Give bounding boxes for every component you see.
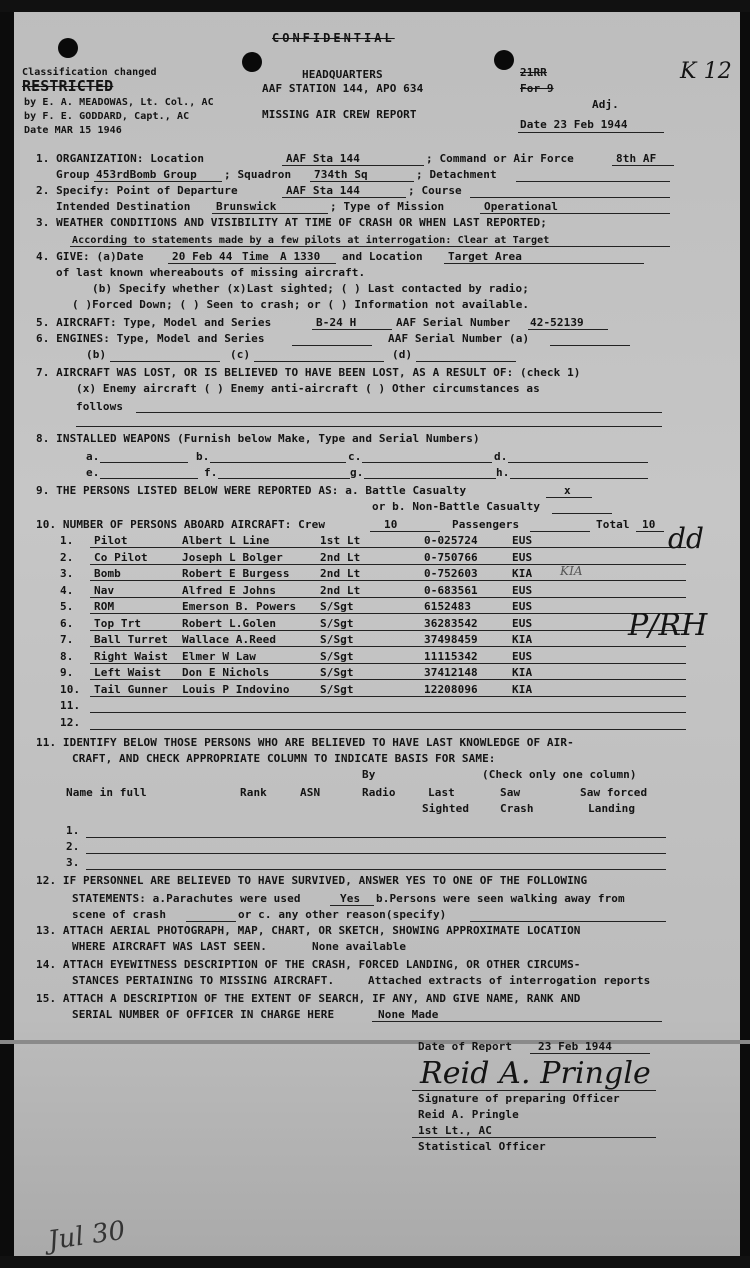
header-right-3: Adj. — [592, 98, 619, 111]
crew-row-number: 3. — [60, 567, 74, 580]
item13-label: 13. ATTACH AERIAL PHOTOGRAPH, MAP, CHART, OR SKETCH, SHOWING APPROXIMATE LOCATION — [36, 924, 581, 937]
col-name: Name in full — [66, 786, 147, 799]
crew-asn: 36283542 — [424, 617, 478, 630]
crew-row-number: 4. — [60, 584, 74, 597]
crew-rank: S/Sgt — [320, 617, 354, 630]
item11-row-number: 3. — [66, 856, 80, 869]
item4-date: 20 Feb 44 — [172, 250, 233, 263]
item1-label: 1. ORGANIZATION: Location — [36, 152, 205, 165]
col-forced: Saw forced — [580, 786, 648, 799]
underline — [552, 513, 612, 514]
crew-status: KIA — [512, 567, 533, 580]
crew-name: Alfred E Johns — [182, 584, 277, 597]
underline — [546, 497, 592, 498]
header-right-2: For 9 — [520, 82, 554, 95]
crew-rank: S/Sgt — [320, 666, 354, 679]
crew-position: Co Pilot — [94, 551, 148, 564]
underline — [94, 181, 222, 182]
underline — [612, 165, 674, 166]
underline — [282, 165, 424, 166]
item4-specify: (b) Specify whether (x)Last sighted; ( ) Last contacted by radio; — [92, 282, 529, 295]
item4-specify-2: ( )Forced Down; ( ) Seen to crash; or ( ) Information not available. — [72, 298, 530, 311]
item3-weather: According to statements made by a few pilots at interrogation: Clear at Target — [72, 235, 550, 246]
handwritten-signature: Reid A. Pringle — [420, 1056, 651, 1091]
crew-position: ROM — [94, 600, 115, 613]
crew-row-line — [90, 729, 686, 730]
crew-row-number: 12. — [60, 716, 81, 729]
underline — [528, 329, 608, 330]
item9-label: 9. THE PERSONS LISTED BELOW WERE REPORTED AS: a. Battle Casualty — [36, 484, 467, 497]
item15-label: 15. ATTACH A DESCRIPTION OF THE EXTENT OF SEARCH, IF ANY, AND GIVE NAME, RANK AND — [36, 992, 581, 1005]
item4-label: 4. GIVE: (a)Date — [36, 250, 144, 263]
item1-location: AAF Sta 144 — [286, 152, 360, 165]
col-saw: Saw — [500, 786, 521, 799]
header-right-1: 21RR — [520, 66, 547, 79]
crew-row-line — [90, 630, 686, 631]
item8-d: d. — [494, 450, 508, 463]
underline — [292, 345, 372, 346]
crew-status: EUS — [512, 551, 533, 564]
item8-label: 8. INSTALLED WEAPONS (Furnish below Make, Type and Serial Numbers) — [36, 432, 480, 445]
item8-c: c. — [348, 450, 362, 463]
crew-asn: 0-752603 — [424, 567, 478, 580]
item5-label: 5. AIRCRAFT: Type, Model and Series — [36, 316, 272, 329]
crew-row-line — [90, 613, 686, 614]
crew-rank: S/Sgt — [320, 650, 354, 663]
crew-row-line — [90, 547, 686, 548]
item12-yes: Yes — [340, 892, 361, 905]
item2-departure: AAF Sta 144 — [286, 184, 360, 197]
item4-whereabouts: of last known whereabouts of missing aircraft. — [56, 266, 366, 279]
crew-rank: 1st Lt — [320, 534, 361, 547]
report-title: MISSING AIR CREW REPORT — [262, 108, 417, 121]
underline — [218, 478, 350, 479]
margin-note: K 12 — [680, 59, 732, 84]
item11-row-line — [86, 837, 666, 838]
crew-position: Right Waist — [94, 650, 168, 663]
item6-serial-label: AAF Serial Number (a) — [388, 332, 530, 345]
item11-by: By — [362, 768, 376, 781]
crew-name: Albert L Line — [182, 534, 270, 547]
col-radio: Radio — [362, 786, 396, 799]
item8-h: h. — [496, 466, 510, 479]
underline — [310, 181, 414, 182]
crew-status: KIA — [512, 633, 533, 646]
crew-row-number: 7. — [60, 633, 74, 646]
crew-status: EUS — [512, 534, 533, 547]
item2-mission: Operational — [484, 200, 558, 213]
crew-position: Pilot — [94, 534, 128, 547]
crew-name: Robert L.Golen — [182, 617, 277, 630]
col-sighted: Sighted — [422, 802, 470, 815]
crew-name: Elmer W Law — [182, 650, 256, 663]
underline — [136, 412, 662, 413]
report-date-label: Date of Report — [418, 1040, 513, 1053]
header-date-underline — [518, 132, 664, 133]
item11-check-only: (Check only one column) — [482, 768, 637, 781]
item8-g: g. — [350, 466, 364, 479]
crew-asn: 37412148 — [424, 666, 478, 679]
underline — [70, 246, 670, 247]
top-scan-edge — [0, 0, 750, 12]
signature-label: Signature of preparing Officer — [418, 1092, 620, 1105]
stamp-date: Date MAR 15 1946 — [24, 125, 122, 136]
bottom-handwritten-note: Jul 30 — [46, 1215, 128, 1257]
item6-b: (b) — [86, 348, 107, 361]
crew-asn: 0-025724 — [424, 534, 478, 547]
underline — [168, 263, 336, 264]
item1-air-force: 8th AF — [616, 152, 657, 165]
classification-header: CONFIDENTIAL — [272, 31, 395, 45]
item10-total: 10 — [642, 518, 656, 531]
punch-hole-center-right — [494, 50, 514, 70]
item13-label-2: WHERE AIRCRAFT WAS LAST SEEN. — [72, 940, 267, 953]
underline — [470, 921, 666, 922]
crew-position: Left Waist — [94, 666, 162, 679]
stamp-line-4: by F. E. GODDARD, Capt., AC — [24, 111, 190, 122]
header-org: HEADQUARTERS — [302, 68, 383, 81]
item1-squadron-label: ; Squadron — [224, 168, 292, 181]
crew-rank: 2nd Lt — [320, 584, 361, 597]
crew-rank: S/Sgt — [320, 683, 354, 696]
item8-a: a. — [86, 450, 100, 463]
item5-serial: 42-52139 — [530, 316, 584, 329]
crew-name: Robert E Burgess — [182, 567, 290, 580]
item12-walking: b.Persons were seen walking away from — [376, 892, 625, 905]
item2-course-label: ; Course — [408, 184, 462, 197]
stamp-line-3: by E. A. MEADOWAS, Lt. Col., AC — [24, 97, 214, 108]
underline — [416, 361, 516, 362]
crew-row-number: 8. — [60, 650, 74, 663]
crew-status: KIA — [512, 683, 533, 696]
crew-row-line — [90, 564, 686, 565]
underline — [444, 263, 644, 264]
report-date: 23 Feb 1944 — [538, 1040, 612, 1053]
underline — [110, 361, 220, 362]
item5-serial-label: AAF Serial Number — [396, 316, 511, 329]
item7-options: (x) Enemy aircraft ( ) Enemy anti-aircraft ( ) Other circumstances as — [76, 382, 540, 395]
item14-label: 14. ATTACH EYEWITNESS DESCRIPTION OF THE CRASH, FORCED LANDING, OR OTHER CIRCUMS- — [36, 958, 581, 971]
crew-status: KIA — [512, 666, 533, 679]
officer-name: Reid A. Pringle — [418, 1108, 519, 1121]
stamp-line-1: Classification changed — [22, 67, 157, 78]
crew-row-line — [90, 597, 686, 598]
item9-battle-check: x — [564, 484, 571, 497]
underline — [508, 462, 648, 463]
item1-squadron: 734th Sq — [314, 168, 368, 181]
crew-rank: 2nd Lt — [320, 567, 361, 580]
item2-destination: Brunswick — [216, 200, 277, 213]
item12-statements: STATEMENTS: a.Parachutes were used — [72, 892, 301, 905]
col-asn: ASN — [300, 786, 321, 799]
header-date: Date 23 Feb 1944 — [520, 118, 628, 131]
underline — [210, 462, 346, 463]
col-landing: Landing — [588, 802, 636, 815]
item1-group-label: Group — [56, 168, 90, 181]
item14-value: Attached extracts of interrogation reports — [368, 974, 651, 987]
crew-status: EUS — [512, 617, 533, 630]
underline — [100, 478, 198, 479]
crew-asn: 37498459 — [424, 633, 478, 646]
item11-row-line — [86, 853, 666, 854]
item1-command-label: ; Command or Air Force — [426, 152, 574, 165]
crew-status: EUS — [512, 650, 533, 663]
crew-row-number: 2. — [60, 551, 74, 564]
officer-rank: 1st Lt., AC — [418, 1124, 492, 1137]
item12-label: 12. IF PERSONNEL ARE BELIEVED TO HAVE SURVIVED, ANSWER YES TO ONE OF THE FOLLOWING — [36, 874, 588, 887]
underline — [510, 478, 648, 479]
crew-row-line — [90, 712, 686, 713]
underline — [530, 1053, 650, 1054]
underline — [480, 213, 670, 214]
underline — [370, 531, 440, 532]
crew-name: Emerson B. Powers — [182, 600, 297, 613]
item13-value: None available — [312, 940, 407, 953]
item10-total-label: Total — [596, 518, 630, 531]
crew-row-number: 11. — [60, 699, 81, 712]
item4-time: A 1330 — [280, 250, 321, 263]
crew-row-number: 5. — [60, 600, 74, 613]
underline — [76, 426, 662, 427]
item6-label: 6. ENGINES: Type, Model and Series — [36, 332, 265, 345]
crew-row-number: 6. — [60, 617, 74, 630]
crew-rank: S/Sgt — [320, 600, 354, 613]
item2-mission-label: ; Type of Mission — [330, 200, 445, 213]
crew-position: Ball Turret — [94, 633, 168, 646]
underline — [282, 197, 406, 198]
underline — [330, 905, 374, 906]
item9-nonbattle: or b. Non-Battle Casualty — [372, 500, 541, 513]
item3-label: 3. WEATHER CONDITIONS AND VISIBILITY AT TIME OF CRASH OR WHEN LAST REPORTED; — [36, 216, 547, 229]
underline — [212, 213, 328, 214]
col-crash: Crash — [500, 802, 534, 815]
underline — [186, 921, 236, 922]
item6-d: (d) — [392, 348, 413, 361]
item10-label: 10. NUMBER OF PERSONS ABOARD AIRCRAFT: Crew — [36, 518, 326, 531]
margin-mark-3: P/RH — [628, 608, 708, 643]
item11-row-number: 2. — [66, 840, 80, 853]
bottom-scan-edge — [0, 1256, 750, 1268]
crew-asn: 6152483 — [424, 600, 472, 613]
item15-value: None Made — [378, 1008, 439, 1021]
col-rank: Rank — [240, 786, 267, 799]
punch-hole-center-left — [242, 52, 262, 72]
crew-rank: S/Sgt — [320, 633, 354, 646]
officer-title: Statistical Officer — [418, 1140, 546, 1153]
crew-asn: 11115342 — [424, 650, 478, 663]
crew-position: Nav — [94, 584, 115, 597]
crew-asn: 0-750766 — [424, 551, 478, 564]
item2-label: 2. Specify: Point of Departure — [36, 184, 238, 197]
underline — [362, 462, 492, 463]
item1-group: 453rdBomb Group — [96, 168, 197, 181]
crew-row-number: 1. — [60, 534, 74, 547]
item8-b: b. — [196, 450, 210, 463]
item4-time-label: Time — [242, 250, 269, 263]
underline — [470, 197, 670, 198]
underline — [254, 361, 384, 362]
crew-row-number: 9. — [60, 666, 74, 679]
item15-label-2: SERIAL NUMBER OF OFFICER IN CHARGE HERE — [72, 1008, 335, 1021]
crew-name: Joseph L Bolger — [182, 551, 283, 564]
crew-row-line — [90, 696, 686, 697]
crew-name: Don E Nichols — [182, 666, 270, 679]
underline — [636, 531, 664, 532]
item11-row-line — [86, 869, 666, 870]
item5-type: B-24 H — [316, 316, 357, 329]
item8-e: e. — [86, 466, 100, 479]
item12-other: or c. any other reason(specify) — [238, 908, 447, 921]
underline — [412, 1137, 656, 1138]
header-station: AAF STATION 144, APO 634 — [262, 82, 424, 95]
item7-label: 7. AIRCRAFT WAS LOST, OR IS BELIEVED TO HAVE BEEN LOST, AS A RESULT OF: (check 1) — [36, 366, 581, 379]
item4-location: Target Area — [448, 250, 522, 263]
item2-destination-label: Intended Destination — [56, 200, 191, 213]
crew-row-line — [90, 646, 686, 647]
col-last: Last — [428, 786, 455, 799]
crew-name: Louis P Indovino — [182, 683, 290, 696]
item14-label-2: STANCES PERTAINING TO MISSING AIRCRAFT. — [72, 974, 335, 987]
crew-name: Wallace A.Reed — [182, 633, 277, 646]
crew-row-line — [90, 580, 686, 581]
stamp-restricted: RESTRICTED — [22, 77, 114, 95]
left-scan-edge — [0, 0, 14, 1268]
crew-row-line — [90, 663, 686, 664]
underline — [516, 181, 670, 182]
item6-c: (c) — [230, 348, 251, 361]
item4-location-label: and Location — [342, 250, 423, 263]
underline — [530, 531, 590, 532]
item11-row-number: 1. — [66, 824, 80, 837]
crew-row-number: 10. — [60, 683, 81, 696]
crew-rank: 2nd Lt — [320, 551, 361, 564]
item8-f: f. — [204, 466, 218, 479]
item10-crew: 10 — [384, 518, 398, 531]
underline — [364, 478, 496, 479]
item12-scene: scene of crash — [72, 908, 167, 921]
crew-position: Top Trt — [94, 617, 142, 630]
right-scan-edge — [740, 0, 750, 1268]
crew-position: Tail Gunner — [94, 683, 168, 696]
fold-line — [0, 1040, 750, 1044]
item7-follows: follows — [76, 400, 124, 413]
underline — [312, 329, 392, 330]
underline — [100, 462, 188, 463]
margin-mark-2: KIA — [560, 564, 583, 578]
item1-detachment-label: ; Detachment — [416, 168, 497, 181]
crew-position: Bomb — [94, 567, 121, 580]
crew-asn: 12208096 — [424, 683, 478, 696]
crew-asn: 0-683561 — [424, 584, 478, 597]
margin-mark-1: dd — [668, 522, 705, 555]
punch-hole-left — [58, 38, 78, 58]
crew-row-line — [90, 679, 686, 680]
item10-passengers-label: Passengers — [452, 518, 520, 531]
underline — [550, 345, 630, 346]
item11-label-2: CRAFT, AND CHECK APPROPRIATE COLUMN TO INDICATE BASIS FOR SAME: — [72, 752, 496, 765]
signature-line — [412, 1090, 656, 1091]
item11-label: 11. IDENTIFY BELOW THOSE PERSONS WHO ARE BELIEVED TO HAVE LAST KNOWLEDGE OF AIR- — [36, 736, 574, 749]
underline — [372, 1021, 662, 1022]
crew-status: EUS — [512, 584, 533, 597]
crew-status: EUS — [512, 600, 533, 613]
